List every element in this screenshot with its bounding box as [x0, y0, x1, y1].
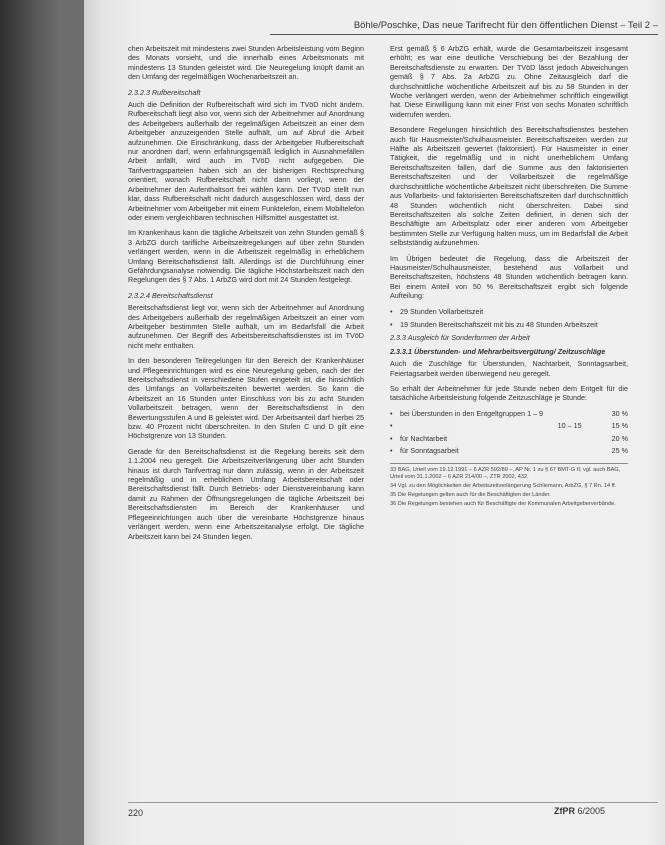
surcharge-row — [390, 421, 628, 430]
running-header: Böhle/Poschke, Das neue Tarifrecht für den öffentlichen Dienst – Teil 2 – — [270, 20, 658, 35]
journal-reference — [554, 806, 605, 816]
bullet-item: • 19 Stunden Bereitschaftszeit mit bis zu 48 Stunden Arbeitszeit — [390, 320, 628, 329]
document-page — [84, 0, 665, 845]
paragraph: Auch die Zuschläge für Überstunden, Nachtarbeit, Sonntagsarbeit, Feiertagsarbeit werden überwiegend neu geregelt. — [390, 359, 628, 378]
paragraph: In den besonderen Teilregelungen für den Bereich der Krankenhäuser und Pflegeeinrichtungen wird es eine Neuregelung geben, nach der der Bereitschaftsdienst in verschiedene Stufen eingeteilt ist, die hinsichtlich des Umfangs an Vollarbeitszeiten bewertet werden. So kann die Arbeitszeit an 16 Stunden unter Einschluss von bis zu acht Stunden Vollarbeitszeit betragen, wenn der Bereitschaftsdienst in den Bewertungsstufen A und B geleistet wird. Der Arbeitsanteil darf hierbei 25 bzw. 40 Prozent nicht überschreiten. In den Stufen C und D gilt eine Höchstgrenze von 13 Stunden. — [128, 356, 364, 441]
paragraph: Auch die Definition der Rufbereitschaft wird sich im TVöD nicht ändern. Rufbereitschaft liegt also vor, wenn sich der Arbeitnehmer auf Anordnung des Arbeitgebers außerhalb der regelmäßigen Arbeitszeit an einer dem Arbeitgeber anzuzeigenden Stelle aufhält, um auf Abruf die Arbeit aufzunehmen. Die Einschränkung, dass der Arbeitgeber Rufbereitschaft nur anordnen darf, wenn erfahrungsgemäß lediglich in Ausnahmefällen Arbeit anfällt, wird auch im TVöD nicht aufgegeben. Die Tarifvertragsparteien haben sich an der bisherigen Rechtsprechung orientiert, wonach Rufbereitschaft nicht dann vorliegt, wenn der Arbeitnehmer den Aufenthaltsort frei wählen kann. Der TVöD stellt nun klar, dass Rufbereitschaft nicht dadurch ausgeschlossen wird, dass der Arbeitnehmer vom Arbeitgeber mit einem Funktelefon, einem Mobiltelefon oder einem vergleichbaren technischen Hilfsmittel ausgestattet ist. — [128, 100, 364, 222]
paragraph: chen Arbeitszeit mit mindestens zwei Stunden Arbeitsleistung vom Beginn des Monats vorsieht, und die innerhalb eines Arbeitsmonats mit mindestens 13 Stunden geleistet wird. Die Neuregelung knüpft damit an den Umfang der regelmäßigen Wochenarbeitszeit an. — [128, 44, 364, 82]
footnote: 34 Vgl. zu den Möglichkeiten der Arbeitszeitverlängerung Schliemann, ArbZG, § 7 Rn. 14 ff. — [390, 483, 617, 490]
surcharge-value: 25 % — [611, 446, 628, 456]
footnote: 36 Die Regelungen bestehen auch für Beschäftigte der Kommunalen Arbeitgeberverbände. — [390, 501, 616, 508]
surcharge-label: • für Nachtarbeit — [400, 433, 448, 443]
left-column — [128, 44, 364, 547]
right-column — [390, 44, 628, 510]
footnotes — [390, 463, 628, 508]
journal-issue: 6/2005 — [577, 806, 606, 816]
footer-rule — [128, 802, 658, 803]
surcharge-value: 20 % — [611, 433, 628, 443]
surcharge-row — [390, 446, 628, 455]
section-heading: 2.3.2.4 Bereitschaftsdienst — [128, 290, 213, 300]
paragraph: Besondere Regelungen hinsichtlich des Bereitschaftsdienstes bestehen auch für Hausmeister/Schulhausmeister. Bereitschaftszeiten werden zur Hälfte als Arbeitszeit gewertet (faktorisiert). Für Hausmeister in einer Tätigkeit, die regelmäßig und in nicht unerheblichem Umfang Bereitschaftszeiten fallen, darf die Summe aus den faktorisierten Bereitschaftszeiten und der Vollarbeitszeit die regelmäßige durchschnittliche wöchentliche Arbeitszeit nicht überschreiten. Die Summe aus Vollarbeits- und faktorisierten Bereitschaftszeiten darf durchschnittlich 48 Stunden wöchentlich nicht überschreiten. Dabei sind Bereitschaftszeiten als solche Zeiten definiert, in denen sich der Beschäftigte am Arbeitsplatz oder einer anderen vom Arbeitgeber bestimmten Stelle zur Verfügung halten muss, um im Bedarfsfall die Arbeit selbstständig aufzunehmen. — [390, 125, 628, 248]
paragraph: Bereitschaftsdienst liegt vor, wenn sich der Arbeitnehmer auf Anordnung des Arbeitgebers außerhalb der regelmäßigen Arbeitszeit an einer vom Arbeitgeber bestimmten Stelle aufhält, um im Bedarfsfall die Arbeit aufzunehmen. Der Begriff des Arbeitsbereitschaftsdienstes ist im TVöD nicht mehr enthalten. — [128, 303, 364, 350]
journal-name: ZfPR — [554, 806, 575, 816]
surcharge-label: • bei Überstunden in den Entgeltgruppen 1 – 9 — [400, 408, 544, 418]
section-heading: 2.3.2.3 Rufbereitschaft — [128, 87, 201, 97]
surcharge-value: 15 % — [611, 421, 628, 431]
paragraph: Im Krankenhaus kann die tägliche Arbeitszeit von zehn Stunden gemäß § 3 ArbZG durch tarifliche Arbeitszeitregelungen auf über zehn Stunden verlängert werden, wenn in die Arbeitszeit regelmäßig in erheblichem Umfang Bereitschaftsdienst fällt. Allerdings ist die Durchführung einer Gefährdungsanalyse notwendig. Die tägliche Höchstarbeitszeit nach den Regelungen des § 7 Abs. 1 ArbZG wird dort mit 24 Stunden festgelegt. — [128, 228, 364, 285]
surcharge-list — [390, 409, 628, 456]
footnote: 33 BAG, Urteil vom 19.12.1991 – 6 AZR 592/89 –, AP Nr. 1 zu § 67 BMT-G II; vgl. auch BAG, Urteil vom 31.1.2002 – 6 AZR 214/00 –, ZTR 2002, 432. — [390, 467, 621, 481]
surcharge-value: 30 % — [611, 408, 628, 418]
bullet-item: • 29 Stunden Vollarbeitszeit — [390, 307, 628, 316]
footnote: 35 Die Regelungen gelten auch für die Beschäftigten der Länder. — [390, 492, 551, 499]
surcharge-row — [390, 409, 628, 418]
surcharge-label: • 10 – 15 — [557, 421, 582, 431]
paragraph: Im Übrigen bedeutet die Regelung, dass die Arbeitszeit der Hausmeister/Schulhausmeister, bestehend aus Vollarbeit und Bereitschaftszeiten, höchstens 48 Stunden wöchentlich betragen kann. Bei einem Anteil von 50 % Bereitschaftszeit ergibt sich folgende Aufteilung: — [390, 253, 628, 301]
paragraph: So erhält der Arbeitnehmer für jede Stunde neben dem Entgelt für die tatsächliche Arbeitsleistung folgende Zeitzuschläge je Stunde: — [390, 384, 628, 403]
page-number: 220 — [128, 808, 144, 818]
subsection-heading: 2.3.3.1 Überstunden- und Mehrarbeitsvergütung/ Zeitzuschläge — [390, 346, 606, 356]
surcharge-row — [390, 434, 628, 443]
paragraph: Erst gemäß § 6 ArbZG erhält, wurde die Gesamtarbeitszeit insgesamt erhöht; es war eine deutliche Verschiebung bei der Bezahlung der Bereitschaftsdienste zu erwarten. Der TVöD lässt jedoch Abweichungen gemäß § 7 Abs. 2a ArbZG zu. Ohne Zeitausgleich darf die durchschnittliche wöchentliche Arbeitszeit auf bis zu 58 Stunden in der Woche verlängert werden, wenn der Arbeitnehmer schriftlich eingewilligt hat. Diese Einwilligung kann mit einer Frist von sechs Monaten schriftlich widerrufen werden. — [390, 44, 628, 119]
surcharge-label: • für Sonntagsarbeit — [400, 446, 459, 456]
paragraph: Gerade für den Bereitschaftsdienst ist die Regelung bereits seit dem 1.1.2004 neu geregelt. Die Arbeitszeitverlängerung über acht Stunden hinaus ist durch Tarifvertrag nur dann zulässig, wenn in der Arbeitszeit regelmäßig und in erheblichem Umfang Arbeitsbereitschaft oder Bereitschaftsdienst fällt. Durch Betriebs- oder Dienstvereinbarung kann damit zu Rahmen der Öffnungsregelungen die tägliche Arbeitszeit bei Bereitschaftsdiensten im Bereich der Krankenhäuser und Pflegeeinrichtungen auch über die vereinbarte Höchstgrenze hinaus verlängert werden, wenn eine Arbeitszeitanalyse erfolgt. Die tägliche Arbeitszeit kann bei 24 Stunden liegen. — [128, 446, 364, 541]
section-heading: 2.3.3 Ausgleich für Sonderformen der Arbeit — [390, 333, 530, 343]
